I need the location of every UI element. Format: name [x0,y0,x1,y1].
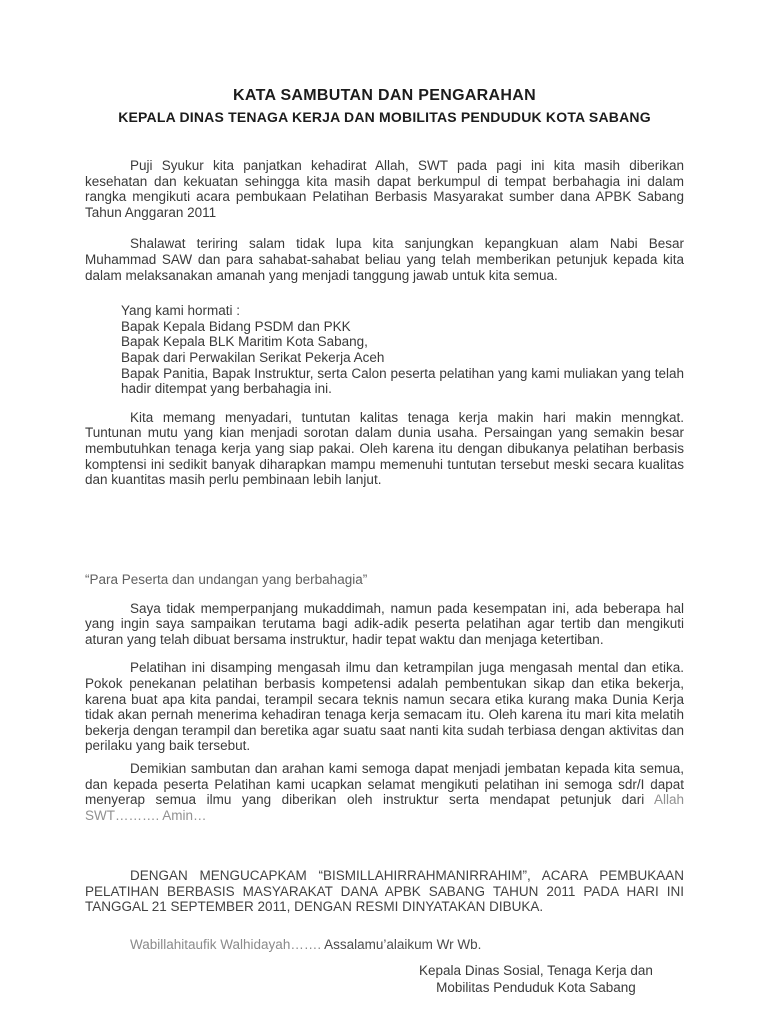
salutation-list [121,303,684,397]
paragraph-pelatihan: Pelatihan ini disamping mengasah ilmu dan ketrampilan juga mengasah mental dan etika. Pokok penekanan pelatihan berbasis kompetensi adalah pembentukan sikap dan etika bekerja, karena buat apa kita pandai, terampil secara teknis namun secara etika kurang maka Dunia Kerja tidak akan pernah menerima kehadiran tenaga kerja semacam itu. Oleh karena itu mari kita melatih bekerja dengan terampil dan beretika agar suatu saat nanti kita sudah terbiasa dengan aktivitas dan perilaku yang baik tersebut. [85,660,684,754]
document-subtitle: KEPALA DINAS TENAGA KERJA DAN MOBILITAS PENDUDUK KOTA SABANG [118,109,651,125]
paragraph-kualitas: Kita memang menyadari, tuntutan kalitas tenaga kerja makin hari makin menngkat. Tuntunan mutu yang kian menjadi sorotan dalam dunia usaha. Persaingan yang semakin besar membutuhkan tenaga kerja yang siap pakai. Oleh karena itu dengan dibukanya pelatihan berbasis komptensi ini sedikit banyak diharapkan mampu memenuhi tuntutan tersebut meski secara kualitas dan kuantitas masih perlu pembinaan lebih lanjut. [85,409,684,488]
document-lower-section [85,868,684,952]
paragraph-pembukaan: DENGAN MENGUCAPKAM “BISMILLAHIRRAHMANIRRAHIM”, ACARA PEMBUKAAN PELATIHAN BERBASIS MASYARAKAT DANA APBK SABANG TAHUN 2011 PADA HARI INI TANGGAL 21 SEPTEMBER 2011, DENGAN RESMI DINYATAKAN DIBUKA. [85,868,684,915]
document-title: KATA SAMBUTAN DAN PENGARAHAN [233,87,536,104]
salutation-heading: Yang kami hormati : [121,303,241,319]
salutation-item: Bapak Panitia, Bapak Instruktur, serta Calon peserta pelatihan yang kami muliakan yang telah hadir ditempat yang berbahagia ini. [121,365,684,397]
signature-title-line1: Kepala Dinas Sosial, Tenaga Kerja dan [419,963,653,978]
closing-salutation-dark: Assalamu’alaikum Wr Wb. [324,936,482,952]
paragraph-demikian-tail: Allah SWT………. Amin… [85,792,684,823]
document-middle-section [85,572,684,823]
closing-salutation [85,937,684,953]
paragraph-opening: Puji Syukur kita panjatkan kehadirat Allah, SWT pada pagi ini kita masih diberikan kesehatan dan kekuatan sehingga kita masih dapat berkumpul di tempat berbahagia ini dalam rangka mengikuti acara pembukaan Pelatihan Berbasis Masyarakat sumber dana APBK Sabang Tahun Anggaran 2011 [85,158,684,220]
closing-salutation-light: Wabillahitaufik Walhidayah……. [130,936,325,952]
document-upper-section [85,86,684,488]
paragraph-demikian [85,761,684,823]
salutation-item: Bapak Kepala BLK Maritim Kota Sabang, [121,334,368,350]
signature-title-line2: Mobilitas Penduduk Kota Sabang [436,979,636,995]
signature-block [388,963,684,996]
paragraph-shalawat: Shalawat teriring salam tidak lupa kita sanjungkan kepangkuan alam Nabi Besar Muhammad SAW dan para sahabat-sahabat beliau yang telah memberikan petunjuk kepada kita dalam melaksanakan amanah yang menjadi tanggung jawab untuk kita semua. [85,236,684,283]
salutation-item: Bapak Kepala Bidang PSDM dan PKK [121,318,351,334]
paragraph-demikian-body: Demikian sambutan dan arahan kami semoga dapat menjadi jembatan kepada kita semua, dan kepada peserta Pelatihan kami ucapkan selamat mengikuti pelatihan ini semoga sdr/I dapat menyerap semua ilmu yang diberikan oleh instruktur serta mendapat petunjuk dari [85,760,684,808]
paragraph-mukaddimah: Saya tidak memperpanjang mukaddimah, namun pada kesempatan ini, ada beberapa hal yang ingin saya sampaikan terutama bagi adik-adik peserta pelatihan agar tertib dan mengikuti aturan yang telah dibuat bersama instruktur, hadir tepat waktu dan menjaga ketertiban. [85,600,684,647]
audience-quote: “Para Peserta dan undangan yang berbahagia” [85,572,368,587]
salutation-item: Bapak dari Perwakilan Serikat Pekerja Aceh [121,349,385,365]
